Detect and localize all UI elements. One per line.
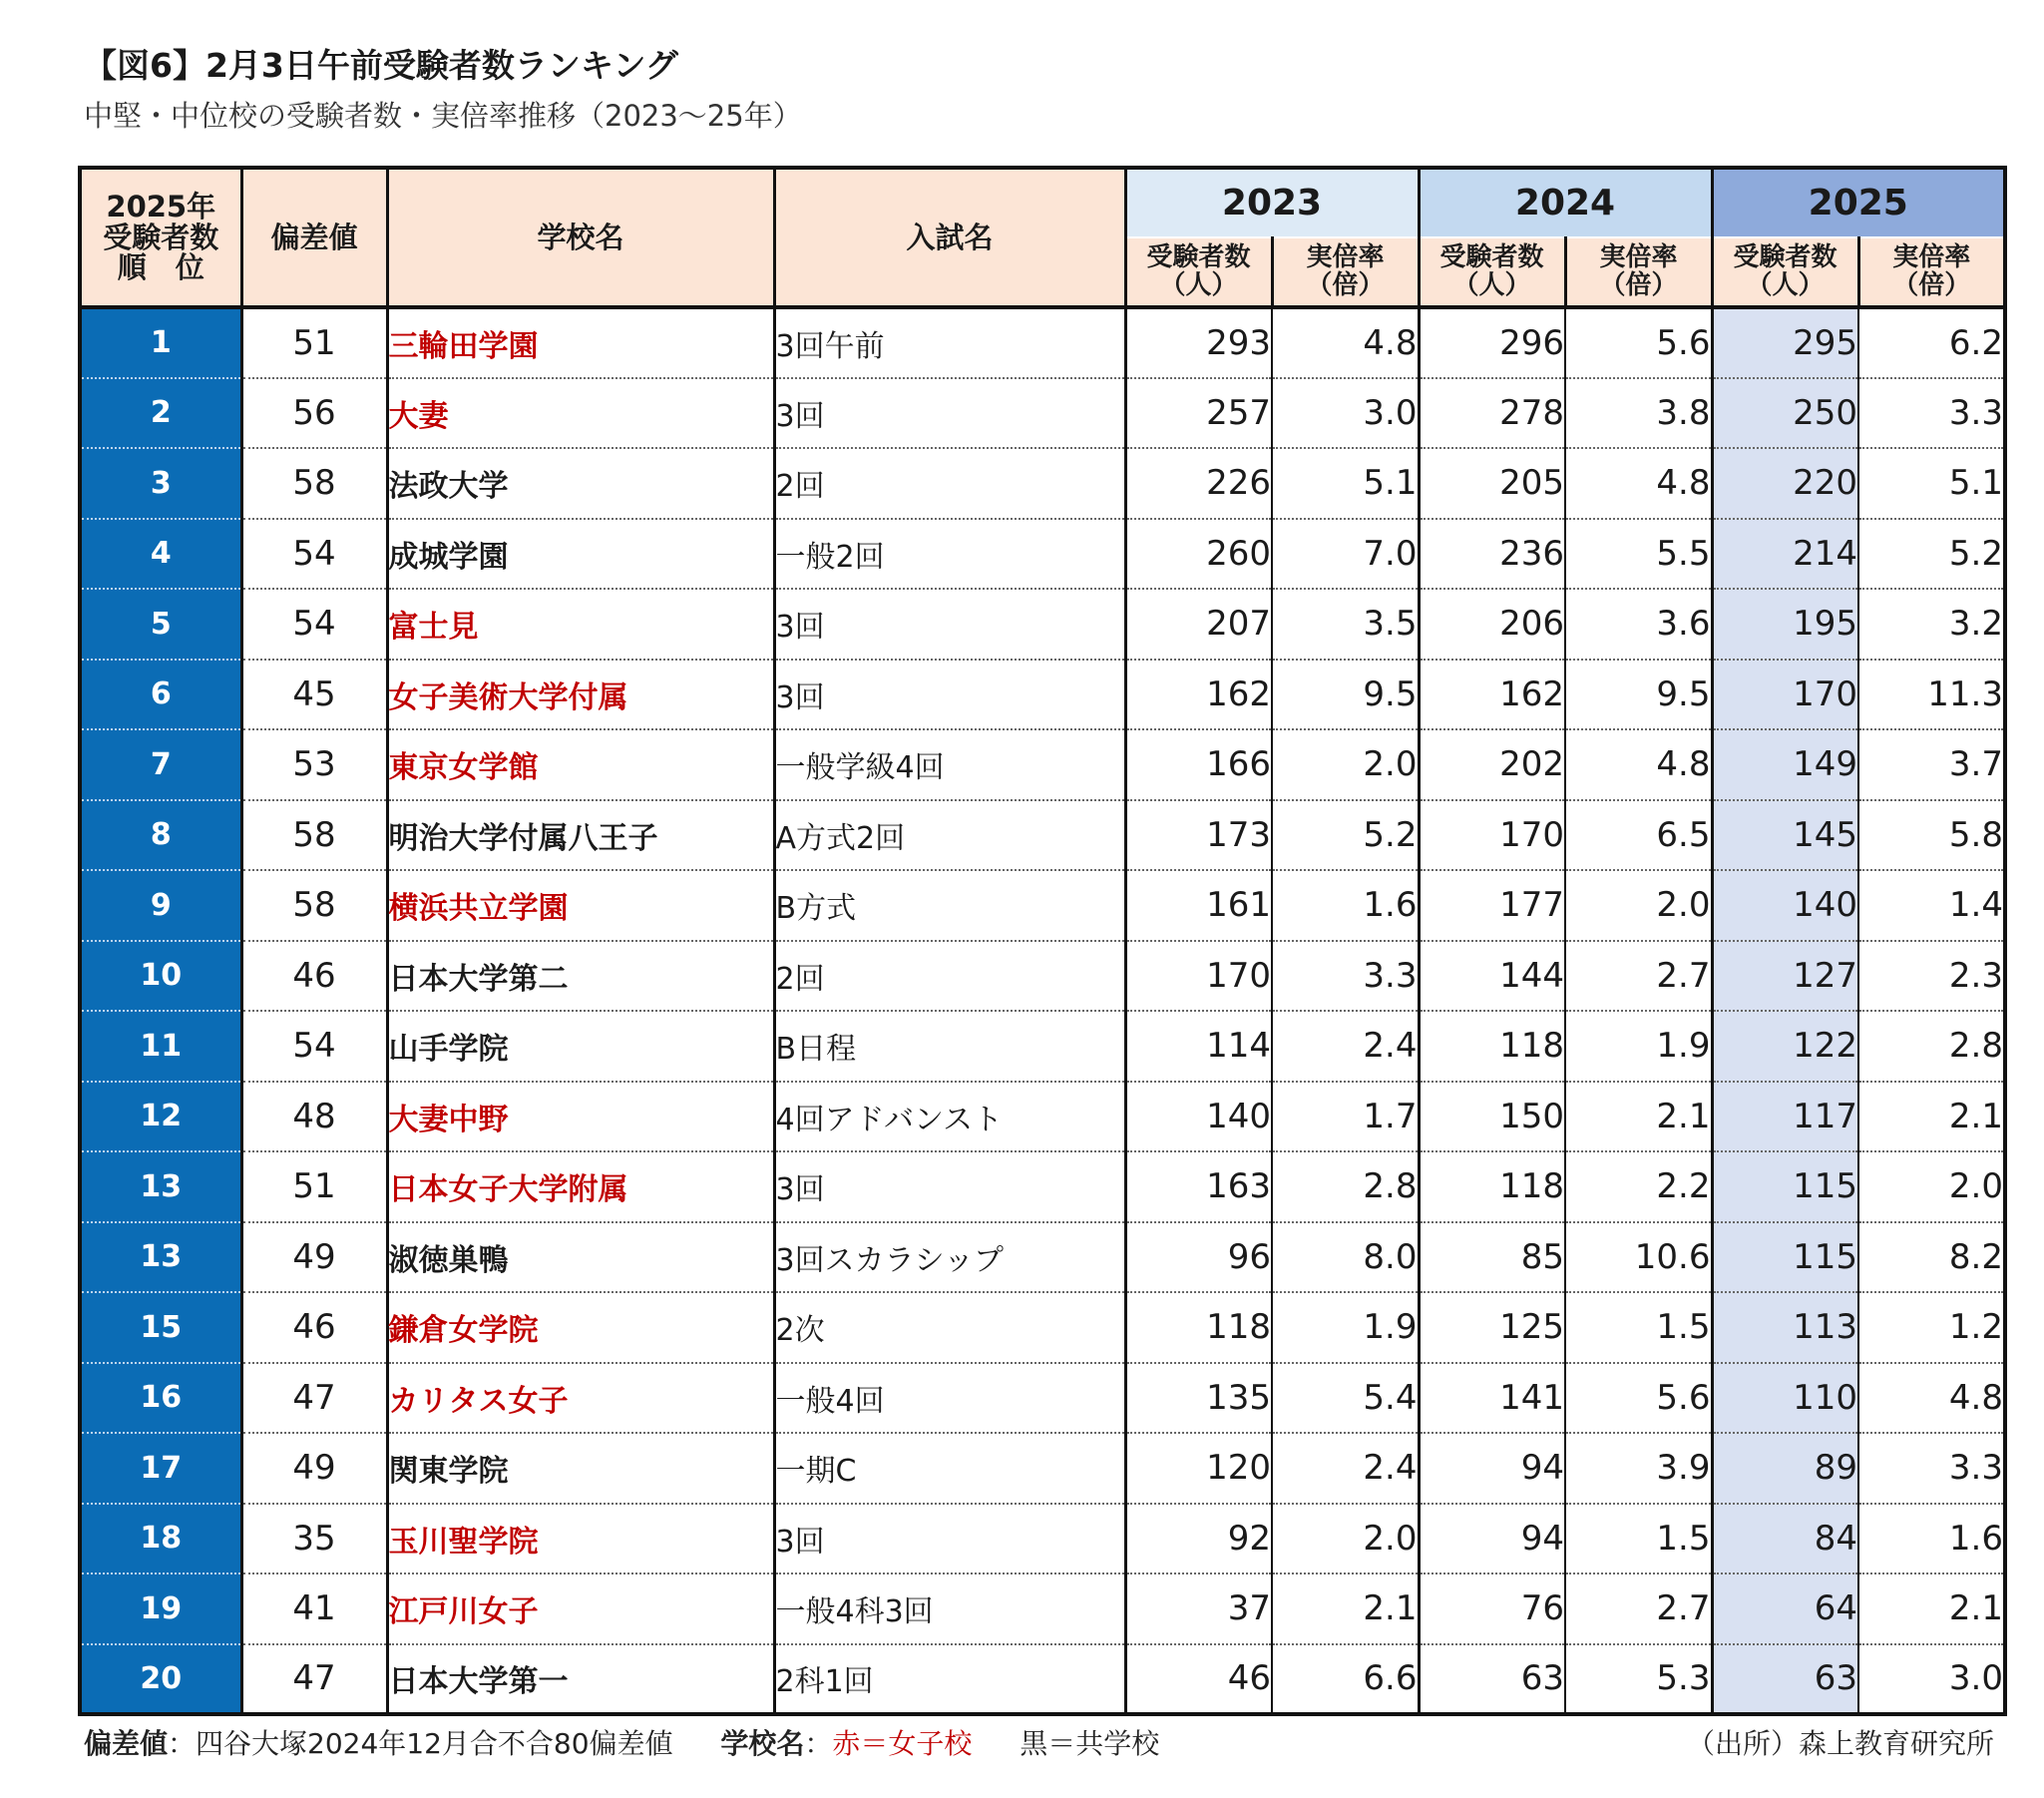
ratio-2025-cell: 5.8 — [1858, 800, 2005, 871]
deviation-cell: 49 — [241, 1433, 387, 1504]
applicants-2025-cell: 64 — [1712, 1573, 1858, 1644]
applicants-2024-cell: 141 — [1419, 1363, 1565, 1434]
ratio-2024-cell: 1.5 — [1565, 1504, 1712, 1574]
applicants-2023-cell: 226 — [1125, 448, 1272, 519]
header-deviation: 偏差値 — [241, 168, 387, 307]
applicants-2024-cell: 94 — [1419, 1433, 1565, 1504]
deviation-cell: 54 — [241, 519, 387, 590]
ratio-2024-cell: 3.8 — [1565, 378, 1712, 449]
ratio-2023-cell: 5.1 — [1272, 448, 1419, 519]
deviation-cell: 53 — [241, 729, 387, 800]
rank-cell: 6 — [80, 660, 241, 730]
school-name-cell: 鎌倉女学院 — [387, 1292, 774, 1363]
applicants-2023-cell: 170 — [1125, 941, 1272, 1012]
rank-cell: 4 — [80, 519, 241, 590]
applicants-2024-cell: 125 — [1419, 1292, 1565, 1363]
rank-cell: 18 — [80, 1504, 241, 1574]
school-name-cell: 日本大学第二 — [387, 941, 774, 1012]
deviation-cell: 46 — [241, 1292, 387, 1363]
table-row — [80, 519, 2005, 590]
school-name-cell: カリタス女子 — [387, 1363, 774, 1434]
ratio-2025-cell: 2.1 — [1858, 1082, 2005, 1152]
deviation-cell: 54 — [241, 589, 387, 660]
footer-source: （出所）森上教育研究所 — [1686, 1727, 1994, 1760]
ratio-2023-cell: 2.0 — [1272, 1504, 1419, 1574]
rank-cell: 1 — [80, 307, 241, 378]
rank-cell: 9 — [80, 870, 241, 941]
ratio-2024-cell: 5.6 — [1565, 1363, 1712, 1434]
table-row — [80, 1363, 2005, 1434]
ratio-2024-cell: 5.6 — [1565, 307, 1712, 378]
table-row — [80, 378, 2005, 449]
ratio-2025-cell: 1.6 — [1858, 1504, 2005, 1574]
header-school: 学校名 — [387, 168, 774, 307]
ratio-2023-cell: 1.9 — [1272, 1292, 1419, 1363]
ratio-2025-cell: 2.8 — [1858, 1011, 2005, 1082]
header-ratio-2023: 実倍率 （倍） — [1272, 237, 1419, 307]
applicants-2023-cell: 96 — [1125, 1222, 1272, 1293]
school-name-cell: 淑徳巣鴨 — [387, 1222, 774, 1293]
exam-name-cell: 4回アドバンスト — [774, 1082, 1125, 1152]
ratio-2023-cell: 3.5 — [1272, 589, 1419, 660]
school-name-cell: 法政大学 — [387, 448, 774, 519]
table-row — [80, 1504, 2005, 1574]
ratio-2025-cell: 8.2 — [1858, 1222, 2005, 1293]
deviation-cell: 54 — [241, 1011, 387, 1082]
ratio-2023-cell: 9.5 — [1272, 660, 1419, 730]
exam-name-cell: 3回午前 — [774, 307, 1125, 378]
table-row — [80, 729, 2005, 800]
ratio-2025-cell: 3.7 — [1858, 729, 2005, 800]
header-exam: 入試名 — [774, 168, 1125, 307]
footer-girls-legend: 赤＝女子校 — [832, 1727, 973, 1760]
ratio-2023-cell: 3.0 — [1272, 378, 1419, 449]
deviation-cell: 46 — [241, 941, 387, 1012]
ratio-2024-cell: 3.9 — [1565, 1433, 1712, 1504]
ratio-2024-cell: 5.3 — [1565, 1644, 1712, 1715]
applicants-2024-cell: 118 — [1419, 1151, 1565, 1222]
exam-name-cell: 一般2回 — [774, 519, 1125, 590]
applicants-2023-cell: 260 — [1125, 519, 1272, 590]
ratio-2023-cell: 2.0 — [1272, 729, 1419, 800]
table-row — [80, 800, 2005, 871]
school-name-cell: 横浜共立学園 — [387, 870, 774, 941]
applicants-2025-cell: 89 — [1712, 1433, 1858, 1504]
applicants-2024-cell: 85 — [1419, 1222, 1565, 1293]
applicants-2023-cell: 162 — [1125, 660, 1272, 730]
school-name-cell: 三輪田学園 — [387, 307, 774, 378]
table-row — [80, 1644, 2005, 1715]
ratio-2024-cell: 3.6 — [1565, 589, 1712, 660]
header-year-2023: 2023 — [1125, 168, 1419, 237]
exam-name-cell: 一般学級4回 — [774, 729, 1125, 800]
applicants-2025-cell: 140 — [1712, 870, 1858, 941]
rank-cell: 13 — [80, 1151, 241, 1222]
ratio-2023-cell: 2.4 — [1272, 1433, 1419, 1504]
applicants-2025-cell: 149 — [1712, 729, 1858, 800]
ratio-2025-cell: 1.4 — [1858, 870, 2005, 941]
rank-cell: 17 — [80, 1433, 241, 1504]
applicants-2024-cell: 118 — [1419, 1011, 1565, 1082]
applicants-2023-cell: 37 — [1125, 1573, 1272, 1644]
deviation-cell: 49 — [241, 1222, 387, 1293]
header-applicants-2025: 受験者数 （人） — [1712, 237, 1858, 307]
applicants-2024-cell: 206 — [1419, 589, 1565, 660]
school-name-cell: 日本女子大学附属 — [387, 1151, 774, 1222]
header-year-2024: 2024 — [1419, 168, 1712, 237]
applicants-2025-cell: 145 — [1712, 800, 1858, 871]
ratio-2025-cell: 5.2 — [1858, 519, 2005, 590]
header-rank: 2025年 受験者数 順 位 — [80, 168, 241, 307]
ratio-2023-cell: 1.6 — [1272, 870, 1419, 941]
ratio-2024-cell: 9.5 — [1565, 660, 1712, 730]
school-name-cell: 関東学院 — [387, 1433, 774, 1504]
applicants-2024-cell: 162 — [1419, 660, 1565, 730]
school-name-cell: 大妻中野 — [387, 1082, 774, 1152]
exam-name-cell: A方式2回 — [774, 800, 1125, 871]
exam-name-cell: 3回 — [774, 589, 1125, 660]
applicants-2023-cell: 293 — [1125, 307, 1272, 378]
ratio-2025-cell: 3.3 — [1858, 378, 2005, 449]
applicants-2024-cell: 76 — [1419, 1573, 1565, 1644]
deviation-cell: 56 — [241, 378, 387, 449]
exam-name-cell: B日程 — [774, 1011, 1125, 1082]
applicants-2025-cell: 110 — [1712, 1363, 1858, 1434]
applicants-2025-cell: 113 — [1712, 1292, 1858, 1363]
header-ratio-2025: 実倍率 （倍） — [1858, 237, 2005, 307]
ratio-2025-cell: 4.8 — [1858, 1363, 2005, 1434]
exam-name-cell: 3回 — [774, 660, 1125, 730]
applicants-2023-cell: 92 — [1125, 1504, 1272, 1574]
exam-name-cell: 2回 — [774, 941, 1125, 1012]
table-row — [80, 1573, 2005, 1644]
figure-subtitle: 中堅・中位校の受験者数・実倍率推移（2023〜25年） — [84, 99, 802, 133]
rank-cell: 20 — [80, 1644, 241, 1715]
ratio-2023-cell: 7.0 — [1272, 519, 1419, 590]
school-name-cell: 成城学園 — [387, 519, 774, 590]
footer-coed-legend: 黒＝共学校 — [1020, 1727, 1160, 1760]
ratio-2023-cell: 5.4 — [1272, 1363, 1419, 1434]
applicants-2025-cell: 214 — [1712, 519, 1858, 590]
table-row — [80, 1151, 2005, 1222]
ratio-2025-cell: 3.2 — [1858, 589, 2005, 660]
exam-name-cell: 3回スカラシップ — [774, 1222, 1125, 1293]
ratio-2025-cell: 6.2 — [1858, 307, 2005, 378]
table-row — [80, 1433, 2005, 1504]
ratio-2024-cell: 10.6 — [1565, 1222, 1712, 1293]
footer-note: 偏差値：四谷大塚2024年12月合不合80偏差値 学校名：赤＝女子校 黒＝共学校 — [84, 1727, 1160, 1760]
rank-cell: 11 — [80, 1011, 241, 1082]
ratio-2024-cell: 5.5 — [1565, 519, 1712, 590]
figure-title: 【図6】2月3日午前受験者数ランキング — [84, 46, 678, 85]
applicants-2025-cell: 295 — [1712, 307, 1858, 378]
school-name-cell: 大妻 — [387, 378, 774, 449]
exam-name-cell: B方式 — [774, 870, 1125, 941]
applicants-2025-cell: 122 — [1712, 1011, 1858, 1082]
applicants-2025-cell: 220 — [1712, 448, 1858, 519]
ratio-2024-cell: 1.5 — [1565, 1292, 1712, 1363]
header-applicants-2024: 受験者数 （人） — [1419, 237, 1565, 307]
applicants-2025-cell: 195 — [1712, 589, 1858, 660]
ratio-2025-cell: 2.1 — [1858, 1573, 2005, 1644]
table-row — [80, 941, 2005, 1012]
ratio-2025-cell: 5.1 — [1858, 448, 2005, 519]
ratio-2025-cell: 1.2 — [1858, 1292, 2005, 1363]
table-row — [80, 589, 2005, 660]
deviation-cell: 45 — [241, 660, 387, 730]
ratio-2024-cell: 2.7 — [1565, 941, 1712, 1012]
rank-cell: 7 — [80, 729, 241, 800]
applicants-2024-cell: 94 — [1419, 1504, 1565, 1574]
school-name-cell: 女子美術大学付属 — [387, 660, 774, 730]
table-row — [80, 1011, 2005, 1082]
rank-cell: 10 — [80, 941, 241, 1012]
rank-cell: 2 — [80, 378, 241, 449]
ratio-2025-cell: 3.0 — [1858, 1644, 2005, 1715]
ratio-2023-cell: 6.6 — [1272, 1644, 1419, 1715]
ratio-2023-cell: 2.8 — [1272, 1151, 1419, 1222]
school-name-cell: 日本大学第一 — [387, 1644, 774, 1715]
ratio-2024-cell: 6.5 — [1565, 800, 1712, 871]
table-row — [80, 660, 2005, 730]
applicants-2023-cell: 257 — [1125, 378, 1272, 449]
rank-cell: 19 — [80, 1573, 241, 1644]
deviation-cell: 51 — [241, 1151, 387, 1222]
ranking-table — [78, 166, 2007, 1716]
deviation-cell: 48 — [241, 1082, 387, 1152]
exam-name-cell: 2科1回 — [774, 1644, 1125, 1715]
applicants-2024-cell: 170 — [1419, 800, 1565, 871]
applicants-2023-cell: 46 — [1125, 1644, 1272, 1715]
exam-name-cell: 一期C — [774, 1433, 1125, 1504]
applicants-2024-cell: 63 — [1419, 1644, 1565, 1715]
applicants-2024-cell: 177 — [1419, 870, 1565, 941]
ratio-2023-cell: 2.4 — [1272, 1011, 1419, 1082]
ratio-2025-cell: 3.3 — [1858, 1433, 2005, 1504]
exam-name-cell: 一般4科3回 — [774, 1573, 1125, 1644]
table-row — [80, 870, 2005, 941]
ratio-2025-cell: 2.3 — [1858, 941, 2005, 1012]
exam-name-cell: 3回 — [774, 378, 1125, 449]
applicants-2025-cell: 115 — [1712, 1151, 1858, 1222]
table-row — [80, 448, 2005, 519]
ratio-2024-cell: 2.1 — [1565, 1082, 1712, 1152]
applicants-2025-cell: 250 — [1712, 378, 1858, 449]
applicants-2023-cell: 173 — [1125, 800, 1272, 871]
rank-cell: 5 — [80, 589, 241, 660]
applicants-2024-cell: 144 — [1419, 941, 1565, 1012]
school-name-cell: 富士見 — [387, 589, 774, 660]
school-name-cell: 玉川聖学院 — [387, 1504, 774, 1574]
rank-cell: 8 — [80, 800, 241, 871]
school-name-cell: 江戸川女子 — [387, 1573, 774, 1644]
applicants-2025-cell: 63 — [1712, 1644, 1858, 1715]
school-name-cell: 東京女学館 — [387, 729, 774, 800]
ratio-2023-cell: 1.7 — [1272, 1082, 1419, 1152]
rank-cell: 13 — [80, 1222, 241, 1293]
table-row — [80, 1222, 2005, 1293]
applicants-2023-cell: 140 — [1125, 1082, 1272, 1152]
applicants-2023-cell: 163 — [1125, 1151, 1272, 1222]
exam-name-cell: 3回 — [774, 1151, 1125, 1222]
applicants-2023-cell: 166 — [1125, 729, 1272, 800]
table-row — [80, 307, 2005, 378]
header-applicants-2023: 受験者数 （人） — [1125, 237, 1272, 307]
deviation-cell: 47 — [241, 1644, 387, 1715]
exam-name-cell: 2回 — [774, 448, 1125, 519]
ratio-2023-cell: 8.0 — [1272, 1222, 1419, 1293]
ratio-2023-cell: 4.8 — [1272, 307, 1419, 378]
applicants-2024-cell: 278 — [1419, 378, 1565, 449]
exam-name-cell: 2次 — [774, 1292, 1125, 1363]
deviation-cell: 35 — [241, 1504, 387, 1574]
ratio-2023-cell: 5.2 — [1272, 800, 1419, 871]
ratio-2024-cell: 4.8 — [1565, 729, 1712, 800]
rank-cell: 15 — [80, 1292, 241, 1363]
footer-dev-text: ：四谷大塚2024年12月合不合80偏差値 — [168, 1727, 673, 1760]
ratio-2024-cell: 2.0 — [1565, 870, 1712, 941]
applicants-2025-cell: 127 — [1712, 941, 1858, 1012]
rank-cell: 12 — [80, 1082, 241, 1152]
deviation-cell: 51 — [241, 307, 387, 378]
ratio-2023-cell: 2.1 — [1272, 1573, 1419, 1644]
applicants-2024-cell: 202 — [1419, 729, 1565, 800]
ratio-2024-cell: 4.8 — [1565, 448, 1712, 519]
ratio-2024-cell: 2.2 — [1565, 1151, 1712, 1222]
applicants-2025-cell: 117 — [1712, 1082, 1858, 1152]
footer-school-label: 学校名 — [720, 1727, 805, 1760]
header-year-2025: 2025 — [1712, 168, 2005, 237]
applicants-2025-cell: 170 — [1712, 660, 1858, 730]
exam-name-cell: 3回 — [774, 1504, 1125, 1574]
ratio-2024-cell: 2.7 — [1565, 1573, 1712, 1644]
applicants-2024-cell: 296 — [1419, 307, 1565, 378]
applicants-2023-cell: 207 — [1125, 589, 1272, 660]
applicants-2024-cell: 150 — [1419, 1082, 1565, 1152]
deviation-cell: 58 — [241, 448, 387, 519]
applicants-2024-cell: 236 — [1419, 519, 1565, 590]
deviation-cell: 58 — [241, 870, 387, 941]
applicants-2024-cell: 205 — [1419, 448, 1565, 519]
applicants-2025-cell: 115 — [1712, 1222, 1858, 1293]
school-name-cell: 明治大学付属八王子 — [387, 800, 774, 871]
deviation-cell: 58 — [241, 800, 387, 871]
ranking-body — [80, 307, 2005, 1714]
table-row — [80, 1292, 2005, 1363]
applicants-2023-cell: 135 — [1125, 1363, 1272, 1434]
ratio-2025-cell: 11.3 — [1858, 660, 2005, 730]
ratio-2025-cell: 2.0 — [1858, 1151, 2005, 1222]
header-ratio-2024: 実倍率 （倍） — [1565, 237, 1712, 307]
school-name-cell: 山手学院 — [387, 1011, 774, 1082]
applicants-2025-cell: 84 — [1712, 1504, 1858, 1574]
applicants-2023-cell: 161 — [1125, 870, 1272, 941]
applicants-2023-cell: 114 — [1125, 1011, 1272, 1082]
rank-cell: 3 — [80, 448, 241, 519]
deviation-cell: 47 — [241, 1363, 387, 1434]
exam-name-cell: 一般4回 — [774, 1363, 1125, 1434]
table-row — [80, 1082, 2005, 1152]
ratio-2023-cell: 3.3 — [1272, 941, 1419, 1012]
deviation-cell: 41 — [241, 1573, 387, 1644]
applicants-2023-cell: 120 — [1125, 1433, 1272, 1504]
rank-cell: 16 — [80, 1363, 241, 1434]
footer-dev-label: 偏差値 — [84, 1727, 169, 1760]
applicants-2023-cell: 118 — [1125, 1292, 1272, 1363]
ratio-2024-cell: 1.9 — [1565, 1011, 1712, 1082]
